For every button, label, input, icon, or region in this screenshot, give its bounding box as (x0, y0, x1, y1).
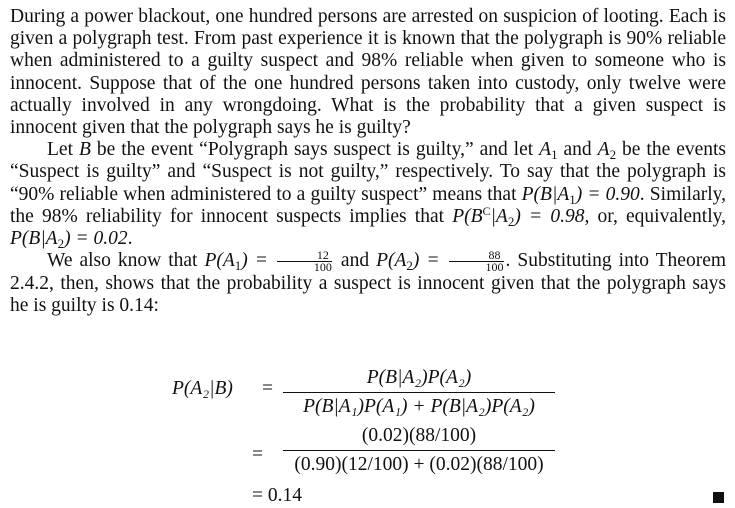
prob-expression: ) = 0.98 (514, 205, 585, 227)
text-run: , or, equivalently, (584, 205, 726, 227)
fraction-bar (283, 392, 555, 393)
subscript: 1 (569, 191, 576, 207)
fraction (449, 250, 504, 273)
text-run: and (333, 250, 377, 272)
subscript: 2 (609, 147, 617, 163)
prob-expression: P(B|A (521, 183, 570, 205)
prob-expression: P(B (452, 205, 483, 227)
subscript: 2 (406, 258, 413, 274)
fraction-bar (283, 450, 555, 451)
text-run: and (557, 139, 598, 161)
prob-expression: P(A (204, 250, 235, 272)
text-run: We also know that (47, 250, 205, 272)
end-of-proof-square (713, 492, 724, 503)
prob-expression: P(A (376, 250, 407, 272)
prob-expression: ) = (241, 250, 275, 272)
equals-sign: = (252, 444, 263, 465)
fraction-numerator: 12 (277, 250, 332, 262)
solution-substitution (10, 250, 726, 317)
event-b: B (78, 139, 91, 161)
event-a: A (539, 139, 552, 161)
fraction-denominator: 100 (313, 260, 332, 275)
prob-expression: ) = 0.02 (64, 228, 128, 250)
text-run: . Substituting into Theorem 2.4.2, then, shows that the probability a suspect is innocent given that the polygraph says he is guilty is 0.14: (10, 250, 727, 317)
numeric-numerator: (0.02)(88/100) (361, 425, 477, 446)
fraction (277, 250, 332, 273)
prob-expression: |A (490, 205, 508, 227)
equation-result: = 0.14 (252, 485, 302, 506)
equation-lhs: P(A₂|B) (172, 378, 233, 399)
text-run: be the events “Suspect is guilty” and “Suspect is not guilty,” respectively. To say that the polygraph is “90% reliable when administered to a guilty suspect” means that (10, 139, 727, 205)
problem-statement: During a power blackout, one hundred persons are arrested on suspicion of looting. Each is given a polygraph test. From past experience it is known that the polygraph is 90% reliable when administered to a guilty suspect and 98% reliable when given to someone who is innocent. Suppose that of the one hundred persons taken into custody, only twelve were actually involved in any wrongdoing. What is the probability that a given suspect is innocent given that the polygraph says he is guilty? (10, 6, 726, 139)
event-a: A (597, 139, 610, 161)
text-run: be the event “Polygraph says suspect is guilty,” and let (90, 139, 540, 161)
prob-expression: ) = 0.90 (575, 183, 640, 205)
equals-sign: = (262, 378, 273, 399)
numeric-denominator: (0.90)(12/100) + (0.02)(88/100) (294, 454, 544, 475)
subscript: 1 (234, 258, 242, 274)
prob-expression: P(B|A (10, 228, 58, 250)
text-body (10, 6, 726, 318)
equation-numerator: P(B|A₂)P(A₂) (366, 367, 472, 388)
text-run: . (127, 228, 133, 250)
subscript: 2 (507, 213, 515, 229)
subscript: 1 (551, 147, 558, 163)
superscript: C (482, 203, 491, 218)
fraction-numerator: 88 (449, 250, 504, 262)
text-run: . Similarly, the 98% reliability for innocent suspects implies that (10, 183, 726, 227)
equation-denominator: P(B|A₁)P(A₁) + P(B|A₂)P(A₂) (303, 396, 535, 417)
subscript: 2 (57, 236, 65, 252)
solution-definitions (10, 139, 726, 250)
text-run: Let (47, 139, 79, 161)
prob-expression: ) = (412, 250, 447, 272)
fraction-denominator: 100 (485, 260, 504, 275)
